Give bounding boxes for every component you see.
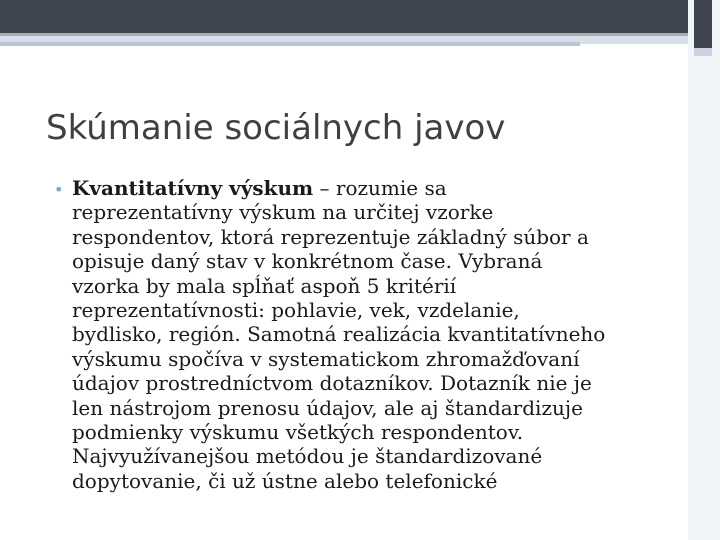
corner-block-accent (694, 48, 712, 56)
bullet-line: dopytovanie, či už ústne alebo telefonické (72, 468, 498, 493)
bullet-line: Najvyužívanejšou metódou je štandardizované (72, 444, 543, 469)
slide-title: Skúmanie sociálnych javov (46, 108, 506, 148)
bullet-lead-term: Kvantitatívny výskum (72, 176, 314, 200)
bullet-line: bydlisko, región. Samotná realizácia kvantitatívneho (72, 322, 606, 347)
bullet-first-line (72, 176, 684, 200)
bullet-dot-icon: • (54, 180, 64, 199)
bullet-item (54, 176, 684, 493)
bullet-line: reprezentatívny výskum na určitej vzorke (72, 200, 494, 225)
header-bar (0, 0, 688, 33)
bullet-line: reprezentatívnosti: pohlavie, vek, vzdelanie, (72, 298, 520, 323)
bullet-line: údajov prostredníctvom dotazníkov. Dotazník nie je (72, 371, 592, 396)
bullet-line: opisuje daný stav v konkrétnom čase. Vybraná (72, 249, 543, 274)
corner-block (694, 0, 712, 48)
bullet-text (72, 176, 684, 493)
bullet-line: len nástrojom prenosu údajov, ale aj štandardizuje (72, 395, 583, 420)
bullet-line: výskumu spočíva v systematickom zhromažďovaní (72, 346, 580, 371)
bullet-line: podmienky výskumu všetkých respondentov. (72, 420, 524, 445)
right-edge-strip (688, 0, 720, 540)
bullet-line: respondentov, ktorá reprezentuje základný súbor a (72, 224, 589, 249)
header-accent-stripe (0, 42, 580, 46)
bullet-first-line-rest: – rozumie sa (313, 176, 447, 200)
bullet-line: vzorka by mala spĺňať aspoň 5 kritérií (72, 273, 457, 298)
